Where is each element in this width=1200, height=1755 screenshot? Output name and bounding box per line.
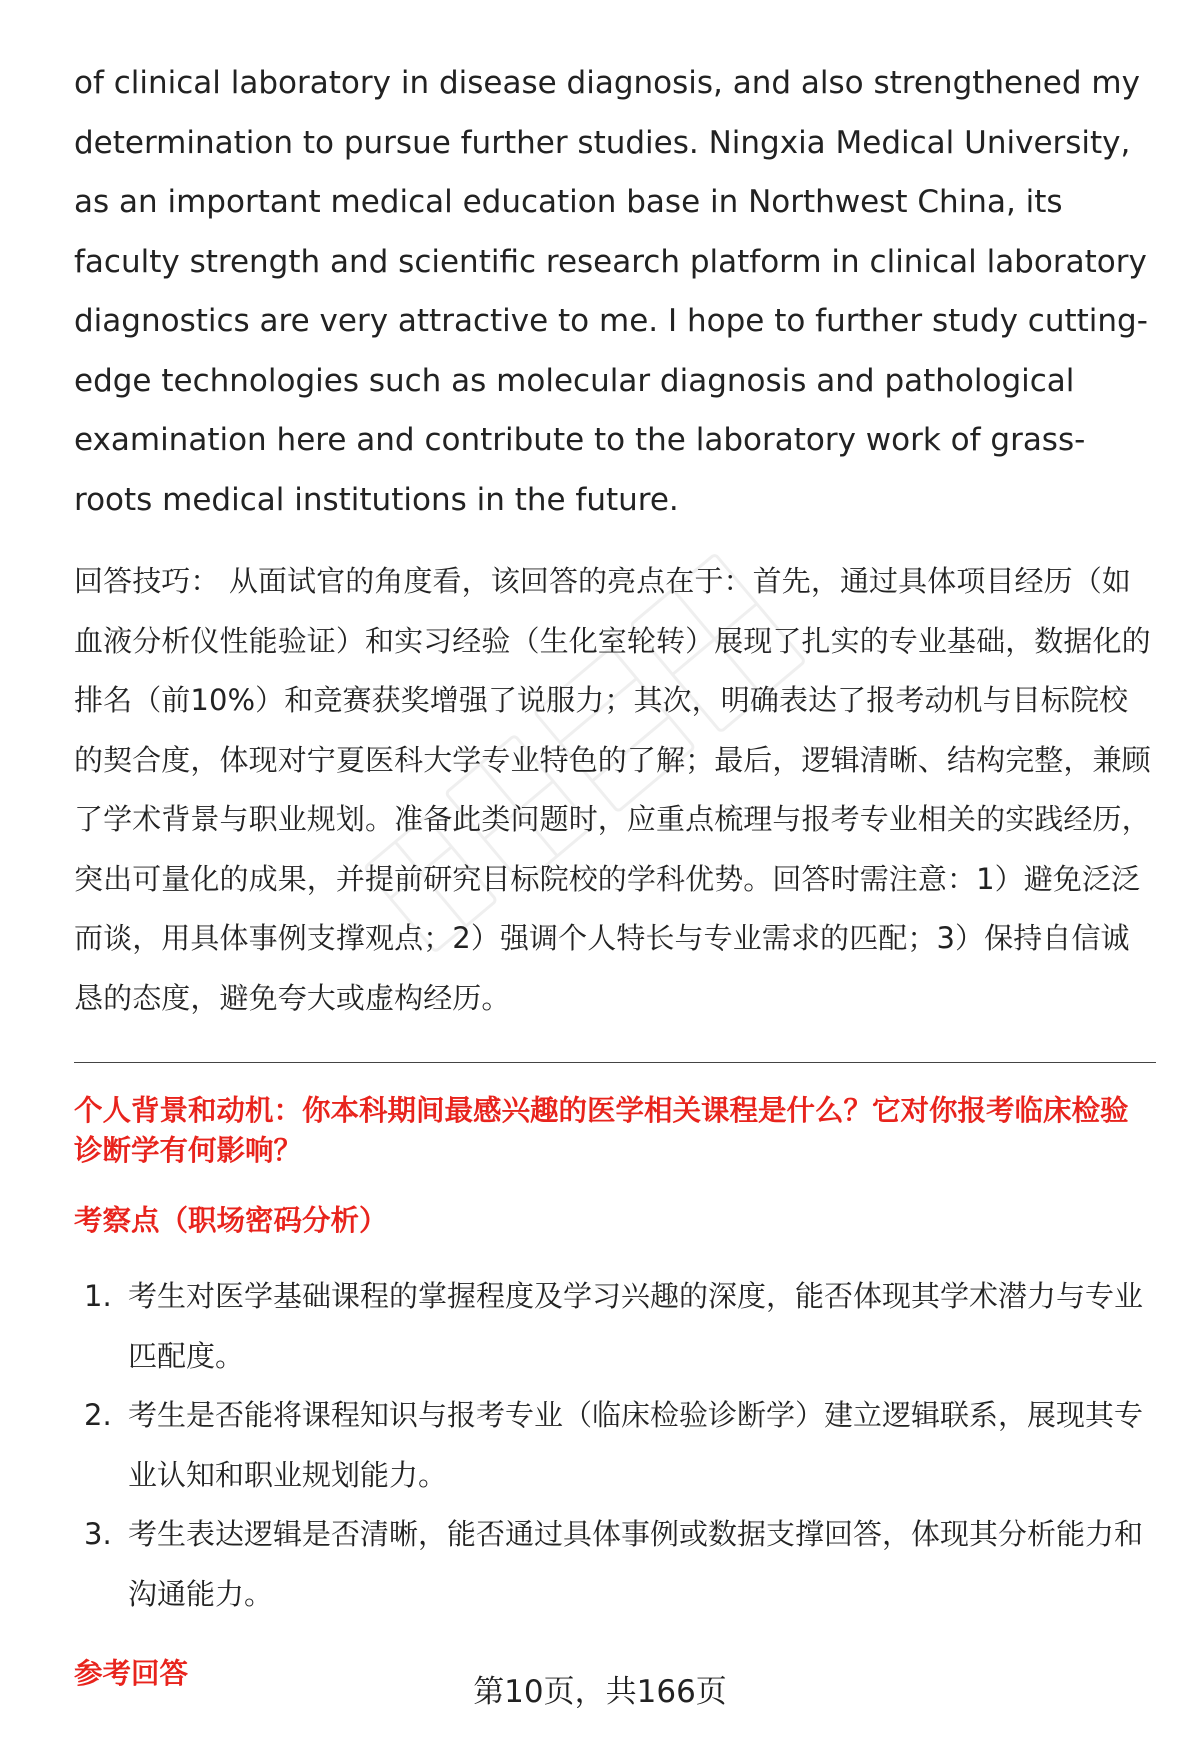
list-item-text: 考生是否能将课程知识与报考专业（临床检验诊断学）建立逻辑联系，展现其专业认知和职业规划能力。: [128, 1398, 1144, 1492]
question-heading: 个人背景和动机：你本科期间最感兴趣的医学相关课程是什么？它对你报考临床检验诊断学有何影响？: [74, 1094, 1129, 1167]
section-divider: [74, 1062, 1156, 1063]
list-item-number: 1.: [84, 1279, 112, 1313]
answer-tips-label: 回答技巧：: [74, 564, 220, 598]
list-item-text: 考生对医学基础课程的掌握程度及学习兴趣的深度，能否体现其学术潜力与专业匹配度。: [128, 1279, 1144, 1373]
list-item: [74, 1267, 1156, 1386]
answer-tips-text: 从面试官的角度看，该回答的亮点在于：首先，通过具体项目经历（如血液分析仪性能验证）和实习经验（生化室轮转）展现了扎实的专业基础，数据化的排名（前10%）和竞赛获奖增强了说服力；其次，明确表达了报考动机与目标院校的契合度，体现对宁夏医科大学专业特色的了解；最后，逻辑清晰、结构完整，兼顾了学术背景与职业规划。准备此类问题时，应重点梳理与报考专业相关的实践经历，突出可量化的成果，并提前研究目标院校的学科优势。回答时需注意：1）避免泛泛而谈，用具体事例支撑观点；2）强调个人特长与专业需求的匹配；3）保持自信诚恳的态度，避免夸大或虚构经历。: [74, 564, 1151, 1015]
assessment-heading: 考察点（职场密码分析）: [74, 1204, 388, 1237]
assessment-points-list: [74, 1267, 1156, 1624]
page-footer: 第10页，共166页: [473, 1674, 727, 1710]
list-item: [74, 1505, 1156, 1624]
document-body: [74, 54, 1156, 1694]
reference-answer-heading: 参考回答: [74, 1657, 189, 1690]
list-item: [74, 1386, 1156, 1505]
list-item-number: 3.: [84, 1517, 112, 1551]
answer-tips-paragraph: [74, 552, 1156, 1028]
english-answer-paragraph: of clinical laboratory in disease diagnosis, and also strengthened my determination to pursue further studies. Ningxia Medical University, as an important medical education base in Northwest China, its faculty strength and scientific research platform in clinical laboratory diagnostics are very attractive to me. I hope to further study cutting-edge technologies such as molecular diagnosis and pathological examination here and contribute to the laboratory work of grass-roots medical institutions in the future.: [74, 65, 1148, 518]
list-item-text: 考生表达逻辑是否清晰，能否通过具体事例或数据支撑回答，体现其分析能力和沟通能力。: [128, 1517, 1144, 1611]
list-item-number: 2.: [84, 1398, 112, 1432]
